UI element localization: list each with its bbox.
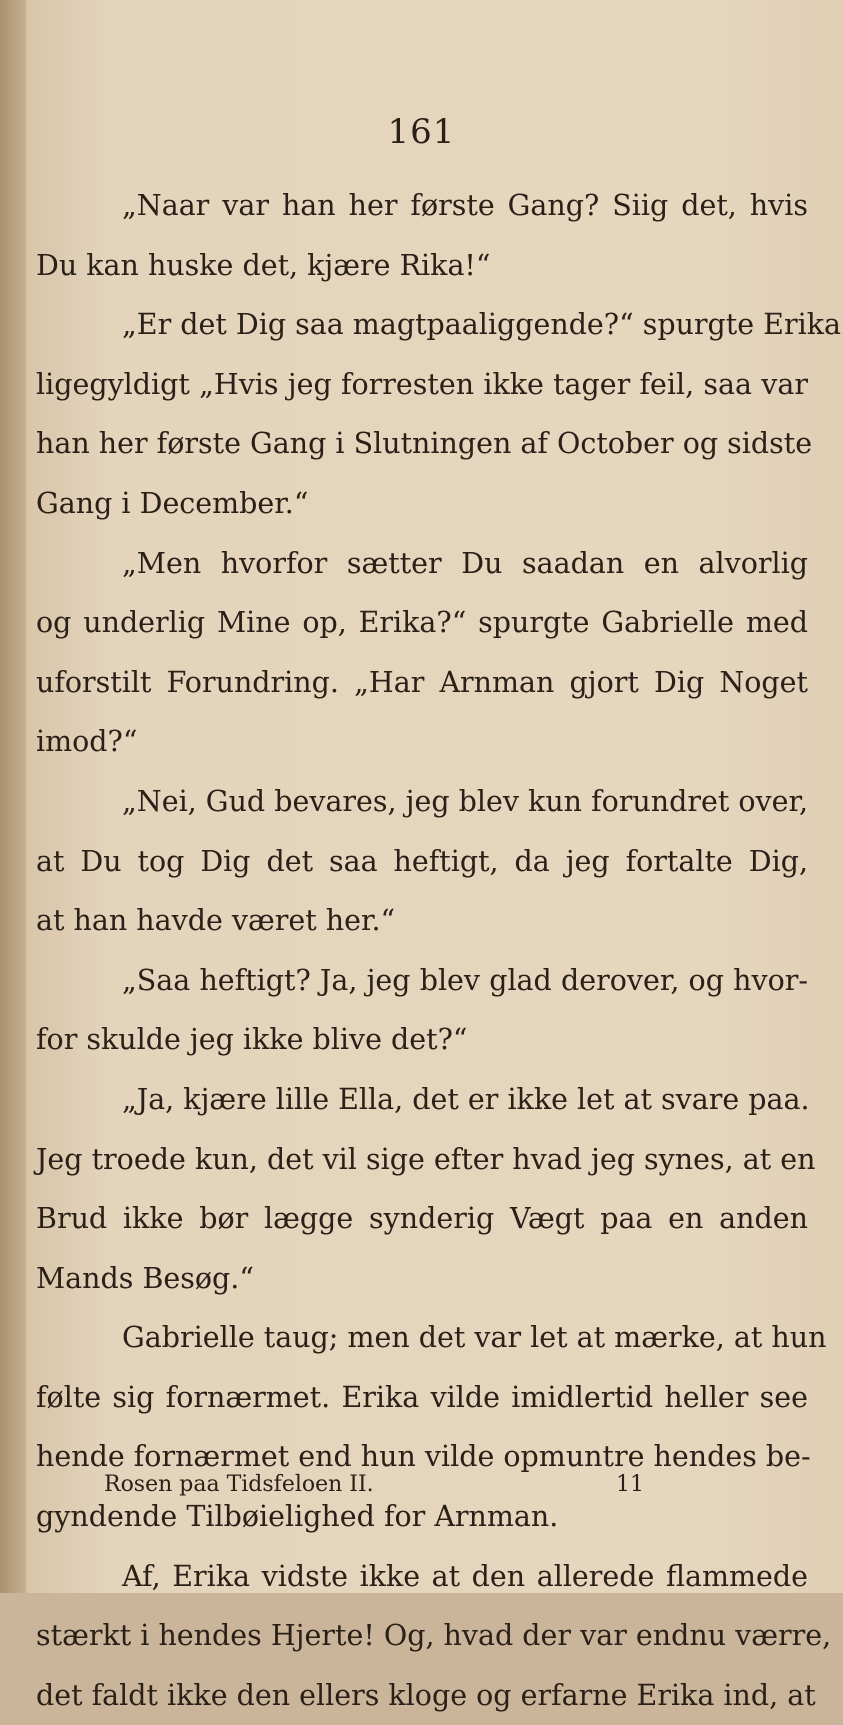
text-line: „Ja, kjære lille Ella, det er ikke let at svare paa.: [122, 1082, 810, 1116]
text-line: Jeg troede kun, det vil sige efter hvad jeg synes, at en: [36, 1142, 816, 1176]
text-line: uforstilt Forundring. „Har Arnman gjort Dig Noget: [36, 665, 808, 699]
text-line: og underlig Mine op, Erika?“ spurgte Gabrielle med: [36, 606, 808, 640]
page-footer: [104, 1472, 644, 1497]
text-line: imod?“: [36, 725, 138, 759]
text-line: „Men hvorfor sætter Du saadan en alvorlig: [122, 546, 808, 580]
signature-mark: Rosen paa Tidsfeloen II.: [104, 1472, 374, 1497]
text-line: han her første Gang i Slutningen af October og sidste: [36, 427, 813, 461]
text-line: „Nei, Gud bevares, jeg blev kun forundret over,: [122, 784, 809, 818]
text-line: at Du tog Dig det saa heftigt, da jeg fortalte Dig,: [36, 844, 808, 878]
text-line: for skulde jeg ikke blive det?“: [36, 1023, 468, 1057]
text-line: „Naar var han her første Gang? Siig det, hvis: [122, 189, 808, 222]
text-line: ligegyldigt „Hvis jeg forresten ikke tager feil, saa var: [36, 367, 808, 401]
sheet-number: 11: [616, 1472, 644, 1497]
text-line: hende fornærmet end hun vilde opmuntre hendes be-: [36, 1440, 811, 1474]
text-line: Du kan huske det, kjære Rika!“: [36, 248, 491, 282]
text-line: det faldt ikke den ellers kloge og erfarne Erika ind, at: [36, 1678, 816, 1712]
page-gutter: [0, 0, 26, 1593]
text-line: følte sig fornærmet. Erika vilde imidlertid heller see: [36, 1380, 808, 1414]
page-number: 161: [387, 112, 456, 152]
text-line: Brud ikke bør lægge synderig Vægt paa en anden: [36, 1202, 808, 1236]
text-line: Mands Besøg.“: [36, 1261, 254, 1295]
text-line: Af, Erika vidste ikke at den allerede flammede: [122, 1559, 808, 1593]
text-line: „Er det Dig saa magtpaaliggende?“ spurgte Erika: [122, 308, 841, 342]
text-line: Gang i December.“: [36, 486, 309, 520]
text-line: Gabrielle taug; men det var let at mærke, at hun: [122, 1321, 827, 1355]
text-line: stærkt i hendes Hjerte! Og, hvad der var endnu værre,: [36, 1619, 832, 1653]
text-line: gyndende Tilbøielighed for Arnman.: [36, 1500, 559, 1534]
text-line: „Saa heftigt? Ja, jeg blev glad derover, og hvor-: [122, 963, 808, 997]
text-line: at han havde været her.“: [36, 904, 396, 938]
